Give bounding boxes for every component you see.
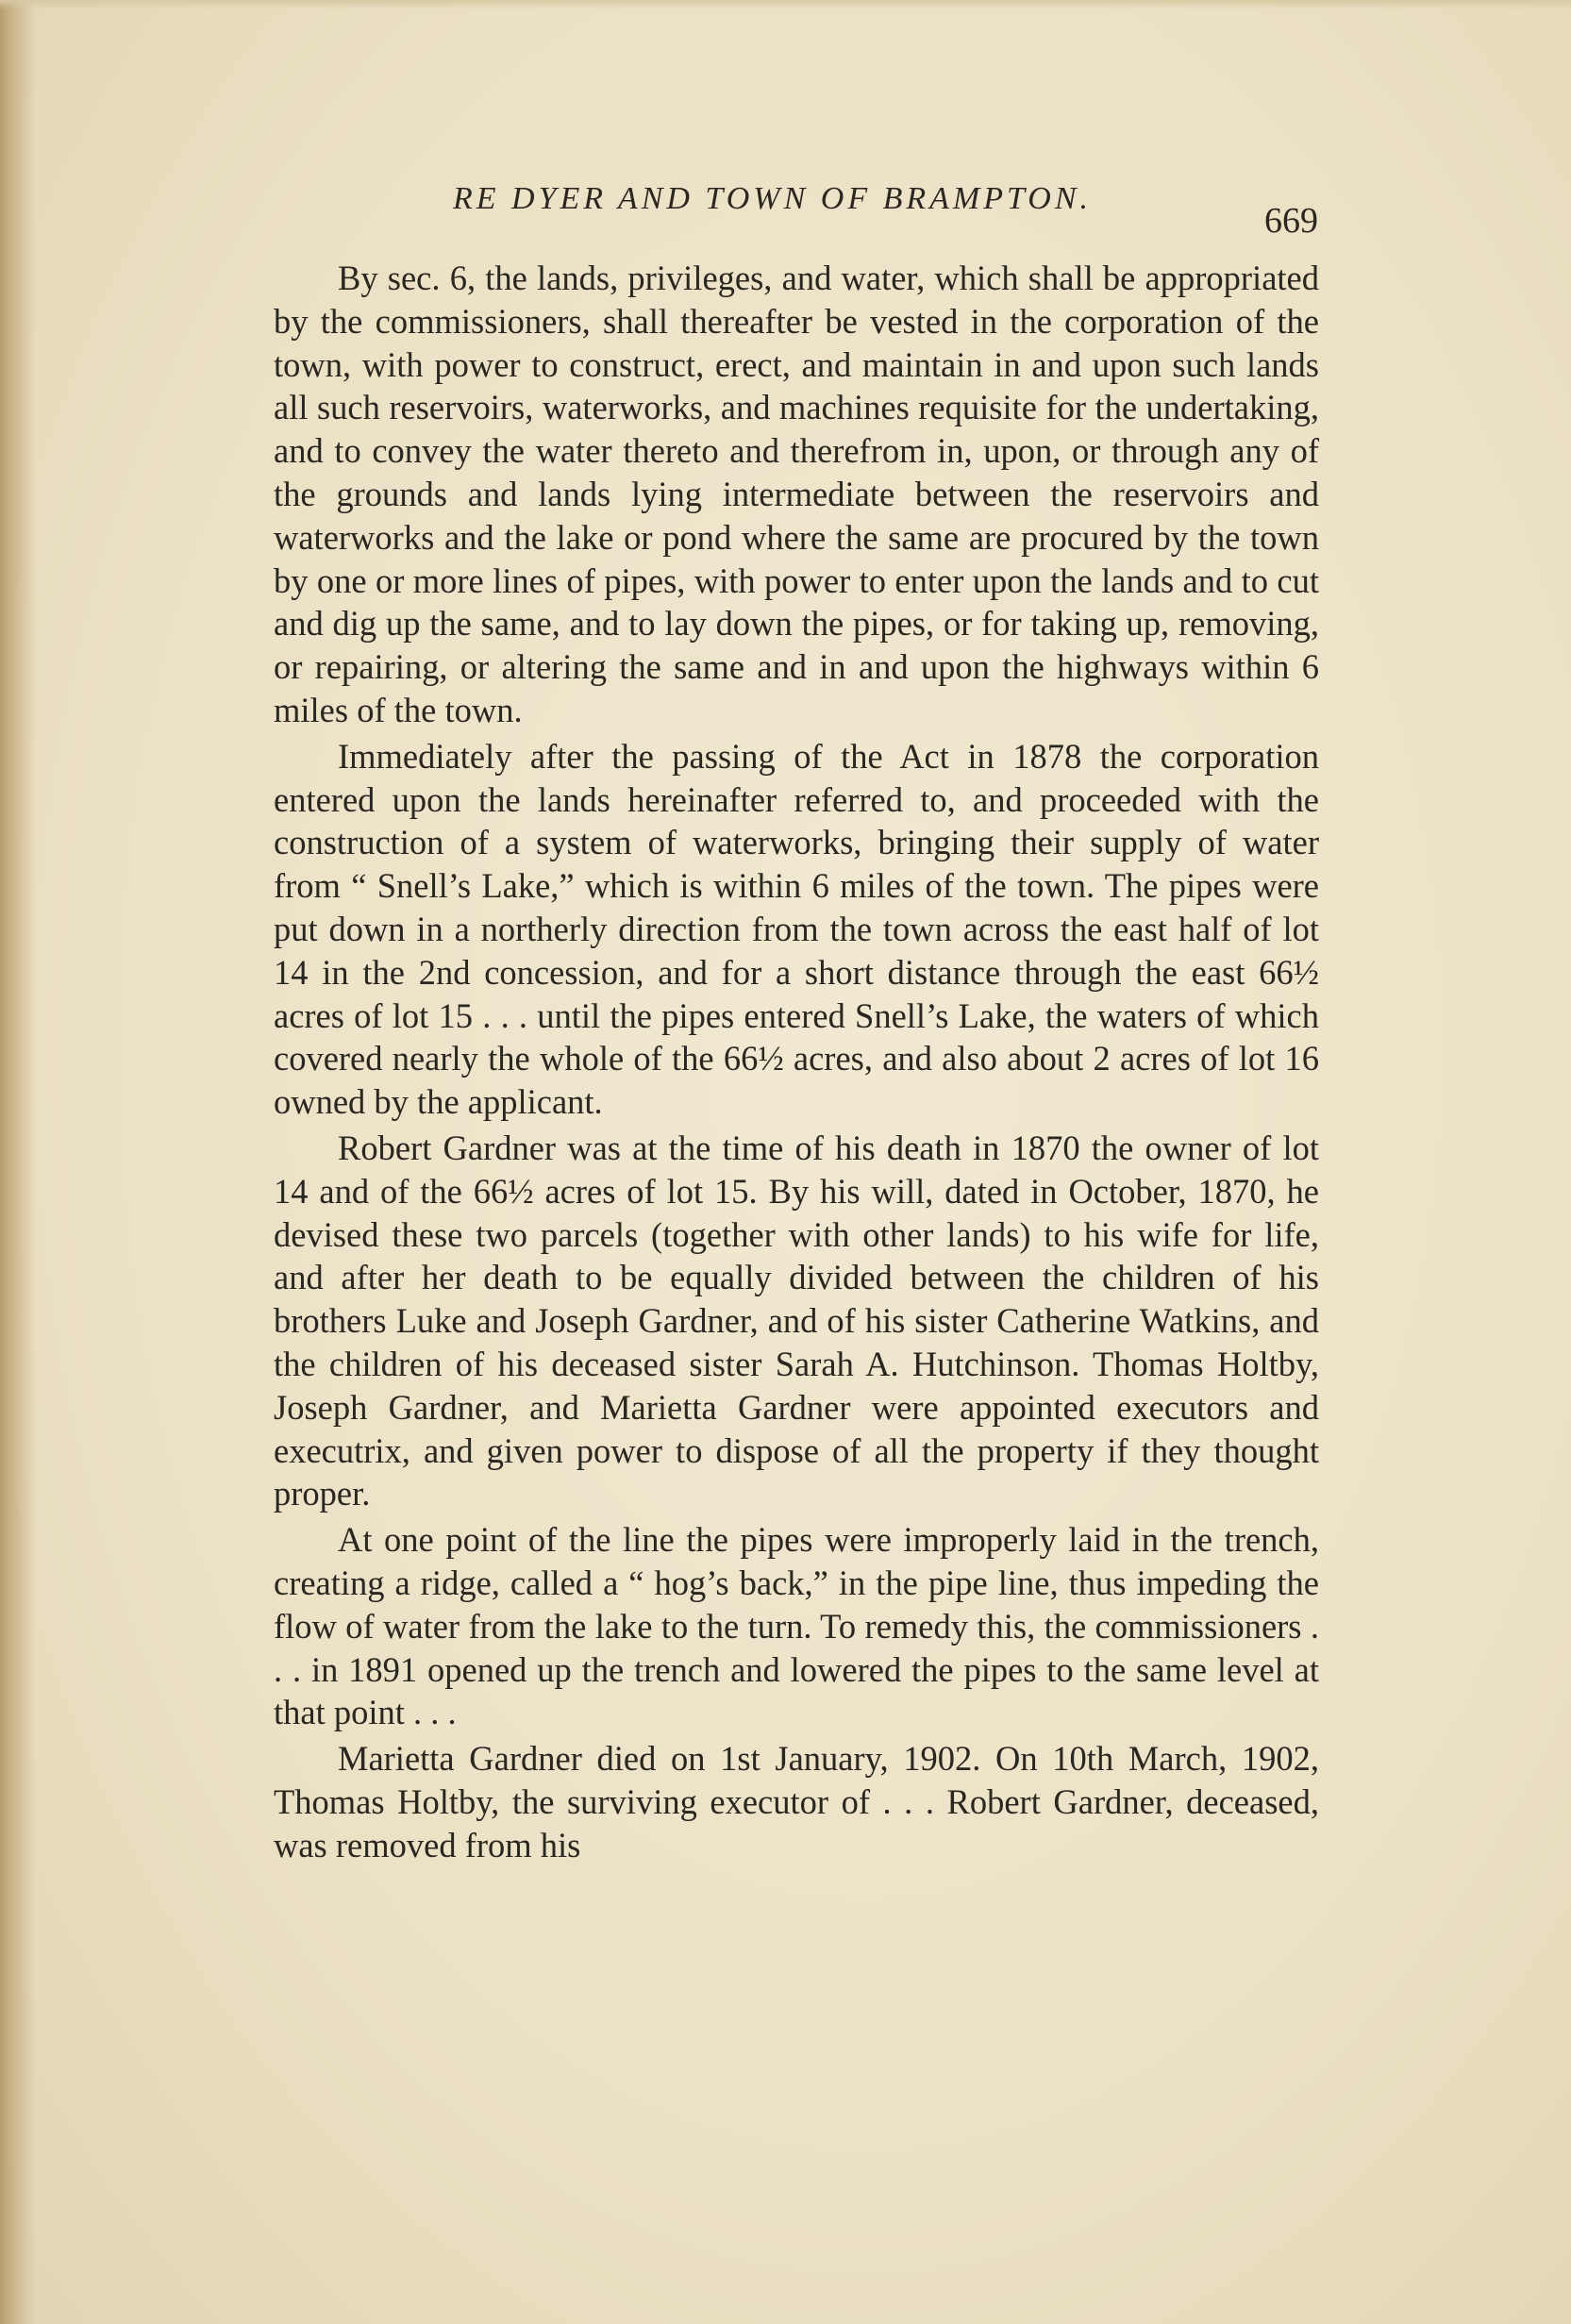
paragraph-5: Marietta Gardner died on 1st January, 1902. On 10th March, 1902, Thomas Holtby, the surviving executor of . . . Robert Gardner, deceased, was removed from his — [274, 1739, 1319, 1864]
body-text — [274, 257, 1319, 1869]
book-spine-shadow — [0, 0, 36, 2324]
page-top-edge — [0, 0, 1571, 9]
paragraph-3: Robert Gardner was at the time of his death in 1870 the owner of lot 14 and of the 66½ acres of lot 15. By his will, dated in October, 1870, he devised these two parcels (together with other lands) to his wife for life, and after her death to be equally divided between the children of his brothers Luke and Joseph Gardner, and of his sister Catherine Watkins, and the children of his deceased sister Sarah A. Hutchinson. Thomas Holtby, Joseph Gardner, and Marietta Gardner were appointed executors and executrix, and given power to dispose of all the property if they thought proper. — [274, 1128, 1319, 1513]
paragraph-1: By sec. 6, the lands, privileges, and water, which shall be appropriated by the commissioners, shall thereafter be vested in the corporation of the town, with power to construct, erect, and maintain in and upon such lands all such reservoirs, waterworks, and machines requisite for the undertaking, and to convey the water thereto and therefrom in, upon, or through any of the grounds and lands lying intermediate between the reservoirs and waterworks and the lake or pond where the same are procured by the town by one or more lines of pipes, with power to enter upon the lands and to cut and dig up the same, and to lay down the pipes, or for taking up, removing, or repairing, or altering the same and in and upon the highways within 6 miles of the town. — [274, 259, 1319, 729]
paragraph-4: At one point of the line the pipes were improperly laid in the trench, creating a ridge, called a “ hog’s back,” in the pipe line, thus impeding the flow of water from the lake to the turn. To remedy this, the commissioners . . . in 1891 opened up the trench and lowered the pipes to the same level at that point . . . — [274, 1520, 1319, 1732]
page-number: 669 — [1264, 201, 1318, 241]
running-head: RE DYER AND TOWN OF BRAMPTON. — [453, 181, 1093, 216]
paragraph-2: Immediately after the passing of the Act in 1878 the corporation entered upon the lands hereinafter referred to, and proceeded with the construction of a system of waterworks, bringing their supply of water from “ Snell’s Lake,” which is within 6 miles of the town. The pipes were put down in a northerly direction from the town across the east half of lot 14 in the 2nd concession, and for a short distance through the east 66½ acres of lot 15 . . . until the pipes entered Snell’s Lake, the waters of which covered nearly the whole of the 66½ acres, and also about 2 acres of lot 16 owned by the applicant. — [274, 736, 1319, 1122]
